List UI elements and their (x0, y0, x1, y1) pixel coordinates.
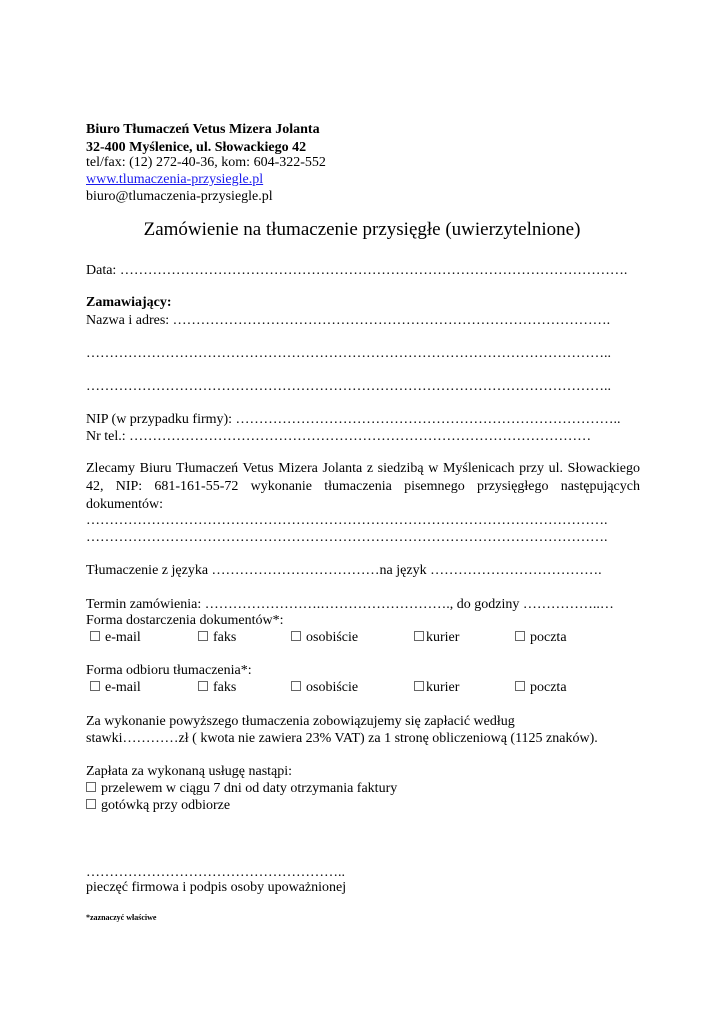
checkbox-icon (291, 631, 301, 641)
pickup-option-email[interactable]: e-mail (90, 679, 141, 697)
checkbox-icon (515, 681, 525, 691)
checkbox-icon (414, 681, 424, 691)
company-address: 32-400 Myślenice, ul. Słowackiego 42 (86, 140, 307, 155)
checkbox-icon (414, 631, 424, 641)
delivery-option-email[interactable]: e-mail (90, 629, 141, 647)
delivery-option-post[interactable]: poczta (515, 629, 567, 647)
pickup-option-post[interactable]: poczta (515, 679, 567, 697)
pickup-option-courier[interactable]: kurier (414, 679, 459, 697)
signature-line[interactable]: ……………………………………………….. (86, 865, 345, 880)
document-title: Zamówienie na tłumaczenie przysięgłe (uwierzytelnione) (143, 219, 581, 240)
documents-line-1[interactable]: …………………………………………………………………………………………………. (86, 513, 608, 528)
company-phone: tel/fax: (12) 272-40-36, kom: 604-322-552 (86, 155, 326, 170)
company-email: biuro@tlumaczenia-przysiegle.pl (86, 189, 273, 204)
client-address-line-1[interactable]: ………………………………………………………………………………………………….. (86, 346, 611, 361)
checkbox-icon (86, 782, 96, 792)
payment-commitment-line-1: Za wykonanie powyższego tłumaczenia zobowiązujemy się zapłacić według (86, 714, 515, 729)
payment-rate-field[interactable]: stawki…………zł ( kwota nie zawiera 23% VAT) za 1 stronę obliczeniową (1125 znaków). (86, 731, 598, 746)
language-field[interactable]: Tłumaczenie z języka ………………………………na język ………………………………. (86, 563, 602, 578)
client-address-line-2[interactable]: ………………………………………………………………………………………………….. (86, 379, 611, 394)
delivery-option-courier[interactable]: kurier (414, 629, 459, 647)
payment-option-transfer[interactable]: przelewem w ciągu 7 dni od daty otrzymania faktury (86, 780, 397, 798)
date-field[interactable]: Data: ………………………………………………………………………………………………. (86, 263, 628, 278)
footnote: *zaznaczyć właściwe (86, 913, 157, 922)
pickup-option-personal[interactable]: osobiście (291, 679, 358, 697)
client-nip-field[interactable]: NIP (w przypadku firmy): ……………………………………………………………………….. (86, 412, 621, 427)
pickup-option-fax[interactable]: faks (198, 679, 236, 697)
checkbox-icon (86, 799, 96, 809)
website-link[interactable]: www.tlumaczenia-przysiegle.pl (86, 172, 264, 187)
pickup-label: Forma odbioru tłumaczenia*: (86, 663, 252, 678)
checkbox-icon (198, 681, 208, 691)
payment-option-cash[interactable]: gotówką przy odbiorze (86, 797, 230, 815)
client-name-address-field[interactable]: Nazwa i adres: …………………………………………………………………………………. (86, 313, 611, 328)
payment-label: Zapłata za wykonaną usługę nastąpi: (86, 764, 293, 779)
documents-line-2[interactable]: …………………………………………………………………………………………………. (86, 530, 608, 545)
checkbox-icon (291, 681, 301, 691)
checkbox-icon (90, 681, 100, 691)
order-paragraph: Zlecamy Biuru Tłumaczeń Vetus Mizera Jolanta z siedzibą w Myślenicach przy ul. Słowackiego 42, NIP: 681-161-55-72 wykonanie tłumaczenia pisemnego przysięgłego następujących dokumentów: (86, 461, 640, 512)
checkbox-icon (90, 631, 100, 641)
deadline-field[interactable]: Termin zamówienia: …………………….………………………., do godziny ……………..… (86, 597, 614, 612)
signature-caption: pieczęć firmowa i podpis osoby upoważnionej (86, 880, 347, 895)
delivery-option-fax[interactable]: faks (198, 629, 236, 647)
delivery-option-personal[interactable]: osobiście (291, 629, 358, 647)
company-name: Biuro Tłumaczeń Vetus Mizera Jolanta (86, 122, 320, 137)
checkbox-icon (198, 631, 208, 641)
delivery-label: Forma dostarczenia dokumentów*: (86, 613, 284, 628)
client-heading: Zamawiający: (86, 295, 172, 310)
client-phone-field[interactable]: Nr tel.: ……………………………………………………………………………………… (86, 429, 592, 444)
checkbox-icon (515, 631, 525, 641)
